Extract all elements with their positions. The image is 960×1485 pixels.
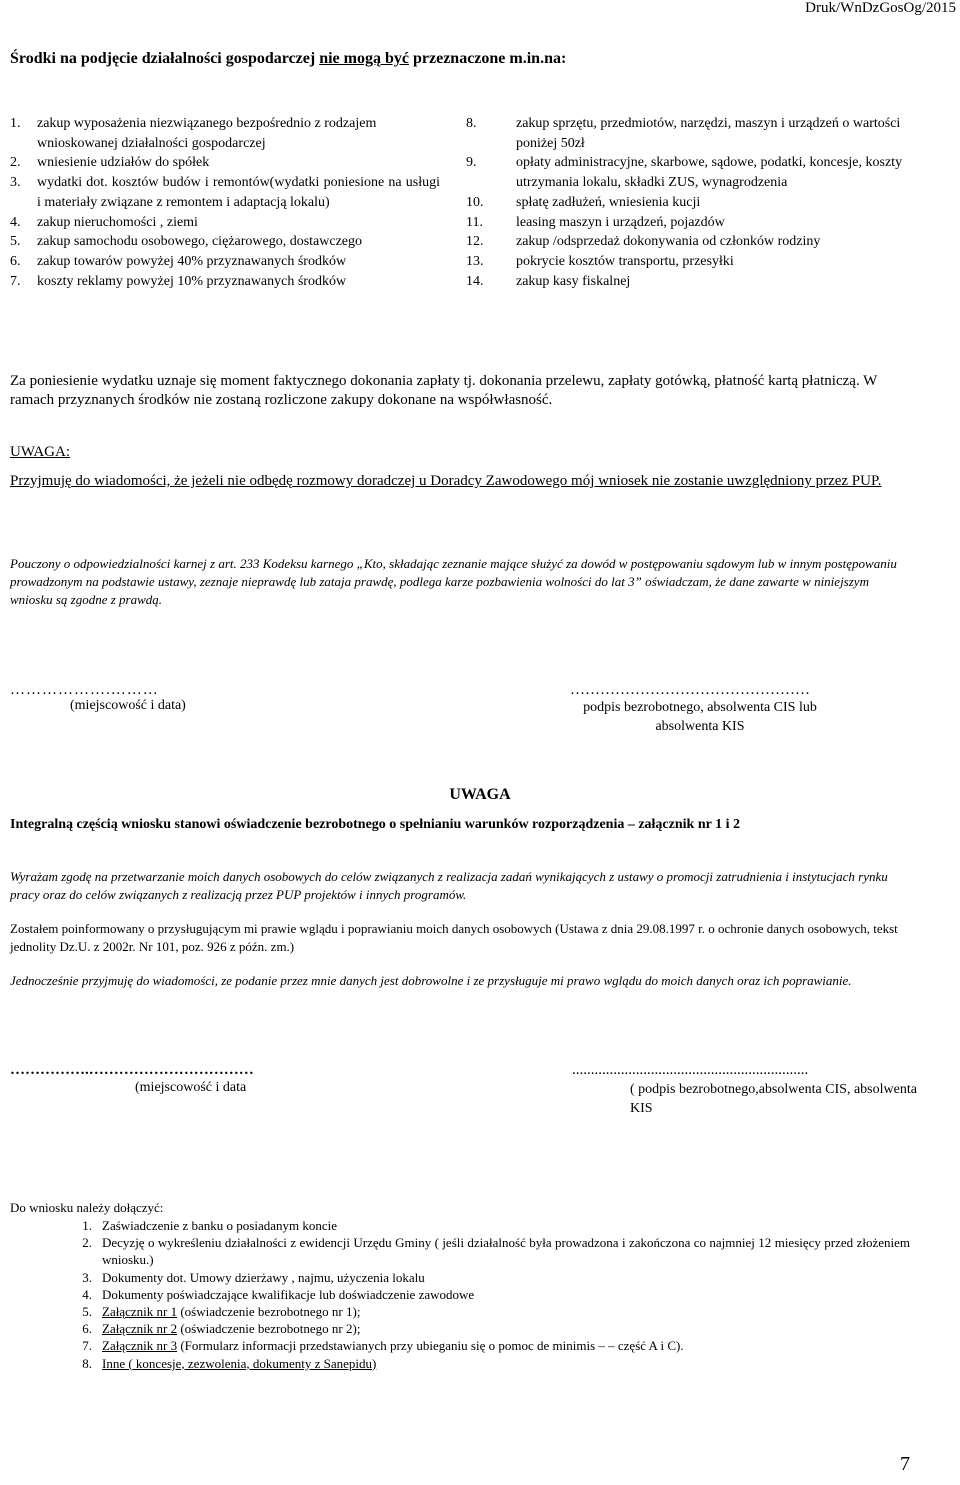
list-item bbox=[10, 213, 440, 233]
item-text: pokrycie kosztów transportu, przesyłki bbox=[516, 253, 734, 269]
list-item bbox=[10, 1286, 910, 1303]
item-text: zakup nieruchomości , ziemi bbox=[37, 214, 198, 230]
attachment-link: Załącznik nr 1 bbox=[102, 1304, 178, 1320]
list-item bbox=[10, 272, 440, 292]
uwaga-statement: Przyjmuję do wiadomości, że jeżeli nie odbędę rozmowy doradczej u Doradcy Zawodowego mój wniosek nie zostanie uwzględniony przez PUP. bbox=[10, 473, 882, 489]
item-text: leasing maszyn i urządzeń, pojazdów bbox=[516, 214, 725, 230]
item-text: Decyzję o wykreśleniu działalności z ewidencji Urzędu Gminy ( jeśli działalność była prowadzona i zakończona co najmniej 12 miesięcy przed złożeniem wniosku.) bbox=[102, 1235, 910, 1268]
list-item bbox=[10, 252, 440, 272]
signature-label-applicant: podpis bezrobotnego, absolwenta CIS lub absolwenta KIS bbox=[583, 700, 817, 734]
list-item bbox=[10, 173, 440, 212]
list-item bbox=[466, 153, 906, 192]
item-num: 7. bbox=[82, 1338, 92, 1354]
item-num: 6. bbox=[10, 253, 21, 269]
item-text: zakup sprzętu, przedmiotów, narzędzi, maszyn i urządzeń o wartości poniżej 50zł bbox=[516, 116, 901, 151]
list-item bbox=[466, 232, 906, 252]
item-num: 4. bbox=[10, 214, 21, 230]
attachment-link: Inne ( koncesje, zezwolenia, dokumenty z Sanepidu) bbox=[102, 1355, 377, 1371]
item-num: 1. bbox=[10, 116, 21, 131]
signature-line-applicant-2: ............................................................... bbox=[572, 1062, 809, 1078]
list-item bbox=[10, 1355, 910, 1372]
item-num: 4. bbox=[82, 1286, 92, 1302]
item-text: (Formularz informacji przedstawianych przy ubieganiu się o pomoc de minimis – – część A i C). bbox=[177, 1338, 684, 1354]
item-text: spłatę zadłużeń, wniesienia kucji bbox=[516, 194, 701, 210]
list-item bbox=[10, 1234, 910, 1268]
consent-access: Zostałem poinformowany o przysługującym mi prawie wglądu i poprawianiu moich danych osobowych (Ustawa z dnia 29.08.1997 r. o ochronie danych osobowych, tekst jednolity Dz.U. z 2002r. Nr 101, poz. 926 z późn. zm.) bbox=[10, 921, 898, 954]
item-num: 14. bbox=[466, 273, 484, 289]
list-item bbox=[466, 114, 906, 153]
title-underlined: nie mogą być bbox=[319, 50, 409, 67]
item-text: zakup towarów powyżej 40% przyznawanych środków bbox=[37, 253, 347, 269]
item-num: 11. bbox=[466, 214, 483, 230]
payment-paragraph: Za poniesienie wydatku uznaje się moment faktycznego dokonania zapłaty tj. dokonania przelewu, zapłaty gotówką, płatność kartą płatniczą. W ramach przyznanych środków nie zostaną rozliczone zakupy dokonane na współwłasność. bbox=[10, 373, 878, 408]
item-num: 7. bbox=[10, 273, 21, 289]
item-text: koszty reklamy powyżej 10% przyznawanych środków bbox=[37, 273, 347, 289]
legal-notice: Pouczony o odpowiedzialności karnej z art. 233 Kodeksu karnego „Kto, składając zeznanie mające służyć za dowód w postępowaniu sądowym lub w innym postępowaniu prowadzonym na podstawie ustawy, zeznaje nieprawdę lub zataja prawdę, podlega karze pozbawienia wolności do lat 3” oświadczam, że dane zawarte w niniejszym wniosku są zgodne z prawdą. bbox=[10, 556, 897, 607]
list-item bbox=[10, 1269, 910, 1286]
item-num: 9. bbox=[466, 155, 477, 171]
signature-label-place-date: (miejscowość i data) bbox=[70, 698, 186, 713]
item-num: 3. bbox=[10, 175, 21, 191]
item-num: 13. bbox=[466, 253, 484, 269]
page-number: 7 bbox=[900, 1453, 910, 1475]
title-pre: Środki na podjęcie działalności gospodarczej bbox=[10, 50, 320, 67]
document-code: Druk/WnDzGosOg/2015 bbox=[805, 0, 956, 16]
list-item bbox=[466, 193, 906, 213]
list-item bbox=[466, 252, 906, 272]
list-item bbox=[10, 1217, 910, 1234]
list-item bbox=[466, 213, 906, 233]
item-num: 2. bbox=[82, 1235, 92, 1251]
item-num: 6. bbox=[82, 1321, 92, 1337]
item-text: (oświadczenie bezrobotnego nr 1); bbox=[177, 1304, 361, 1320]
item-text: wniesienie udziałów do spółek bbox=[37, 155, 210, 171]
list-item bbox=[10, 1320, 910, 1337]
item-num: 10. bbox=[466, 194, 484, 210]
item-text: Dokumenty poświadczające kwalifikacje lub doświadczenie zawodowe bbox=[102, 1286, 475, 1302]
list-item bbox=[10, 232, 440, 252]
item-num: 2. bbox=[10, 155, 21, 171]
list-item bbox=[10, 1303, 910, 1320]
right-list bbox=[466, 114, 906, 291]
item-num: 8. bbox=[82, 1355, 92, 1371]
item-text: zakup kasy fiskalnej bbox=[516, 273, 631, 289]
item-text: zakup samochodu osobowego, ciężarowego, dostawczego bbox=[37, 234, 363, 250]
item-num: 5. bbox=[10, 234, 21, 250]
list-item bbox=[10, 114, 440, 153]
list-item bbox=[10, 1337, 910, 1354]
item-text: Dokumenty dot. Umowy dzierżawy , najmu, użyczenia lokalu bbox=[102, 1269, 425, 1285]
uwaga-heading: UWAGA bbox=[449, 786, 511, 803]
attachments-title: Do wniosku należy dołączyć: bbox=[10, 1200, 164, 1215]
signature-line-place-date-2: …………….…………………………… bbox=[10, 1062, 254, 1078]
item-num: 3. bbox=[82, 1269, 92, 1285]
item-num: 5. bbox=[82, 1304, 92, 1320]
list-item bbox=[10, 153, 440, 173]
item-text: Zaświadczenie z banku o posiadanym koncie bbox=[102, 1218, 337, 1233]
item-num: 1. bbox=[82, 1218, 92, 1233]
item-num: 12. bbox=[466, 234, 484, 250]
attachments-list bbox=[10, 1217, 910, 1372]
signature-label-applicant-2: ( podpis bezrobotnego,absolwenta CIS, absolwenta KIS bbox=[630, 1082, 917, 1116]
item-text: opłaty administracyjne, skarbowe, sądowe, podatki, koncesje, koszty utrzymania lokalu, składki ZUS, wynagrodzenia bbox=[516, 155, 903, 191]
item-text: (oświadczenie bezrobotnego nr 2); bbox=[177, 1321, 361, 1337]
signature-line-place-date: ……………….……… bbox=[10, 682, 159, 698]
signature-line-applicant: ………………………………………… bbox=[570, 682, 810, 698]
title-post: przeznaczone m.in.na: bbox=[408, 50, 567, 67]
consent-processing: Wyrażam zgodę na przetwarzanie moich danych osobowych do celów związanych z realizacja zadań wynikających z ustawy o promocji zatrudnienia i instytucjach rynku pracy oraz do celów związanych z realizacją przez PUP projektów i innych programów. bbox=[10, 869, 888, 902]
signature-label-place-date-2: (miejscowość i data bbox=[135, 1080, 247, 1095]
list-item bbox=[466, 272, 906, 292]
item-num: 8. bbox=[466, 116, 477, 131]
uwaga-label: UWAGA: bbox=[10, 444, 70, 460]
integral-statement: Integralną częścią wniosku stanowi oświadczenie bezrobotnego o spełnianiu warunków rozporządzenia – załącznik nr 1 i 2 bbox=[10, 817, 740, 832]
left-list bbox=[10, 114, 440, 291]
attachment-link: Załącznik nr 2 bbox=[102, 1321, 178, 1337]
item-text: zakup wyposażenia niezwiązanego bezpośrednio z rodzajem wnioskowanej działalności gospodarczej bbox=[37, 116, 377, 151]
consent-voluntary: Jednocześnie przyjmuję do wiadomości, ze podanie przez mnie danych jest dobrowolne i ze przysługuje mi prawo wglądu do moich danych oraz ich poprawianie. bbox=[10, 973, 852, 988]
attachment-link: Załącznik nr 3 bbox=[102, 1338, 178, 1354]
page-title bbox=[10, 50, 566, 68]
item-text: zakup /odsprzedaż dokonywania od członków rodziny bbox=[516, 234, 821, 250]
item-text: wydatki dot. kosztów budów i remontów(wydatki poniesione na usługi i materiały związane z remontem i adaptacją lokalu) bbox=[37, 175, 440, 210]
